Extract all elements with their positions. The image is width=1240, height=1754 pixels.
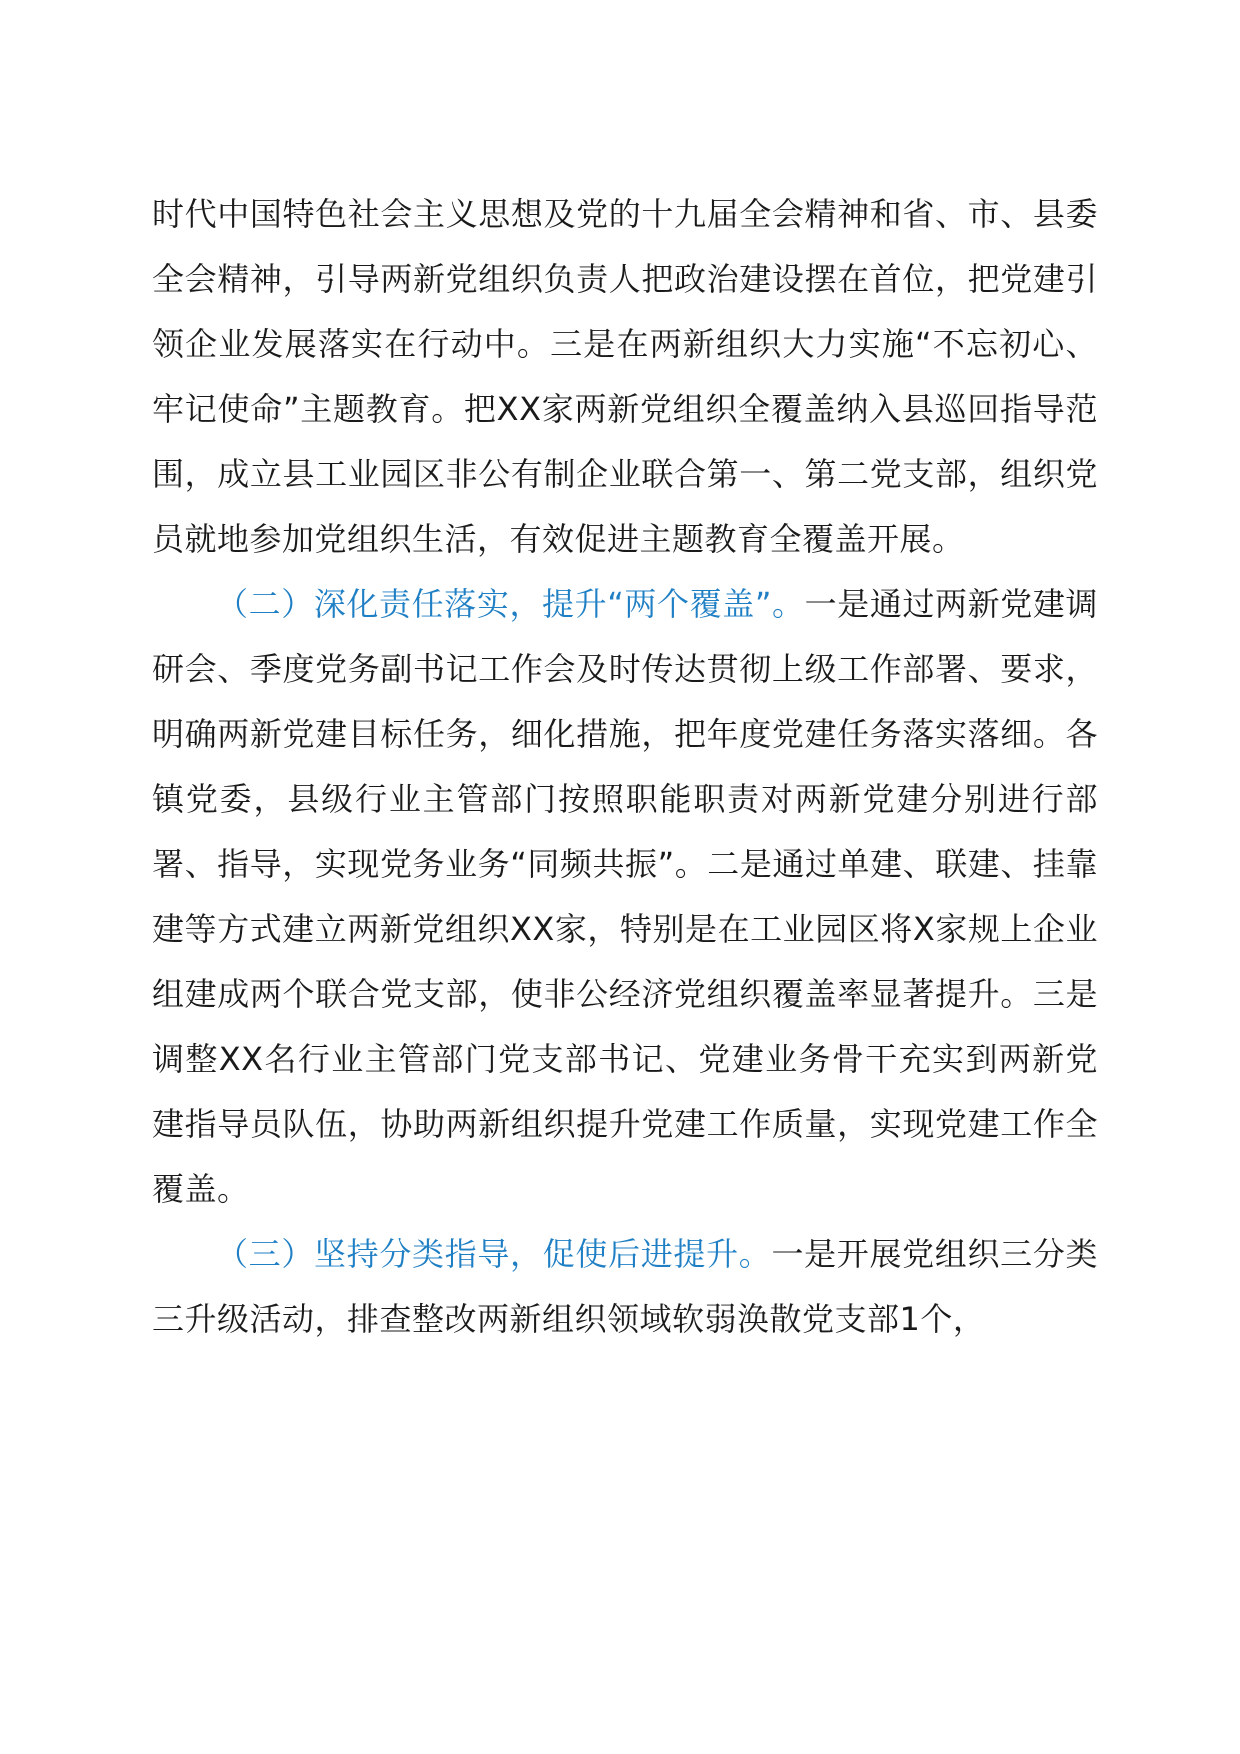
paragraph-2-text: 一是通过两新党建调研会、季度党务副书记工作会及时传达贯彻上级工作部署、要求，明确两新党建目标任务，细化措施，把年度党建任务落实落细。各镇党委，县级行业主管部门按照职能职责对两新党建分别进行部署、指导，实现党务业务“同频共振”。二是通过单建、联建、挂靠建等方式建立两新党组织XX家，特别是在工业园区将X家规上企业组建成两个联合党支部，使非公经济党组织覆盖率显著提升。三是调整XX名行业主管部门党支部书记、党建业务骨干充实到两新党建指导员队伍，协助两新组织提升党建工作质量，实现党建工作全覆盖。 xyxy=(152,585,1098,1208)
paragraph-1 xyxy=(152,182,1098,572)
paragraph-3 xyxy=(152,1222,1098,1352)
section-heading-2: （二）深化责任落实，提升“两个覆盖”。 xyxy=(216,585,805,623)
paragraph-2 xyxy=(152,572,1098,1222)
paragraph-3-text: 一是开展党组织三分类三升级活动，排查整改两新组织领域软弱涣散党支部1个， xyxy=(152,1235,1098,1338)
document-body xyxy=(152,182,1098,1352)
paragraph-1-text: 时代中国特色社会主义思想及党的十九届全会精神和省、市、县委全会精神，引导两新党组织负责人把政治建设摆在首位，把党建引领企业发展落实在行动中。三是在两新组织大力实施“不忘初心、牢记使命”主题教育。把XX家两新党组织全覆盖纳入县巡回指导范围，成立县工业园区非公有制企业联合第一、第二党支部，组织党员就地参加党组织生活，有效促进主题教育全覆盖开展。 xyxy=(152,195,1098,558)
section-heading-3: （三）坚持分类指导，促使后进提升。 xyxy=(216,1235,772,1273)
